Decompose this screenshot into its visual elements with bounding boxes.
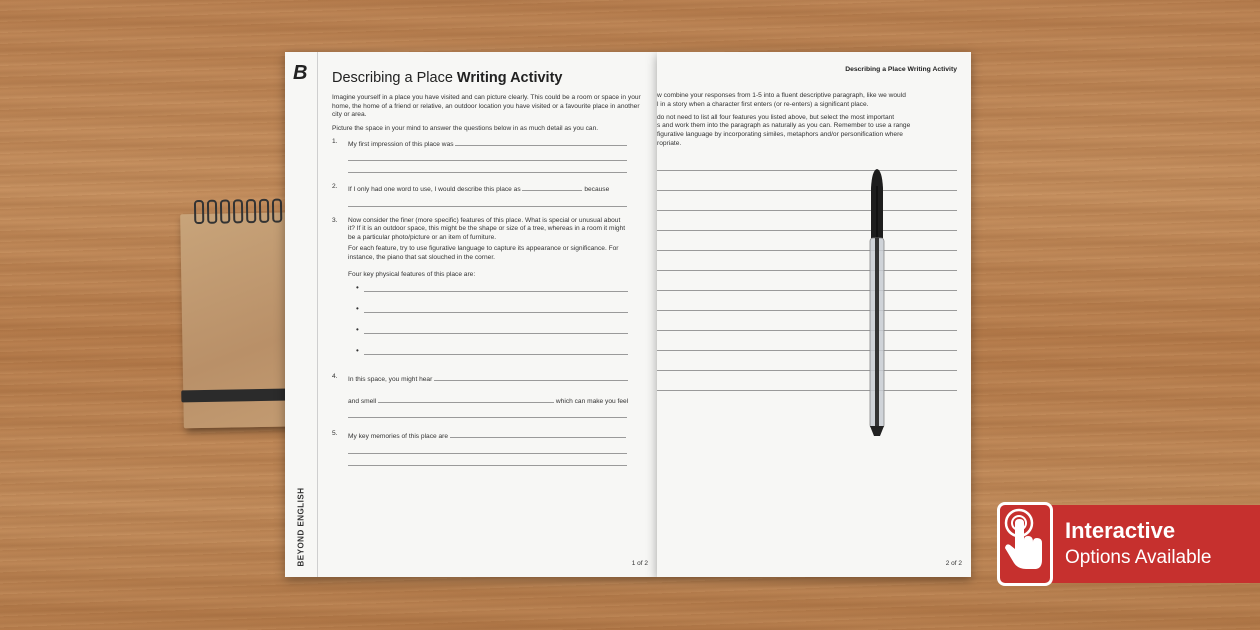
answer-line[interactable] (657, 290, 957, 291)
badge-title: Interactive (1065, 518, 1176, 543)
page-title: Describing a Place Writing Activity (332, 70, 563, 86)
answer-line[interactable] (364, 291, 628, 292)
answer-line[interactable] (657, 270, 957, 271)
spiral-ring (207, 200, 217, 224)
answer-line[interactable] (348, 465, 627, 466)
feature-bullet: • (332, 300, 642, 321)
page1-content (332, 70, 642, 466)
feature-bullet: • (332, 321, 642, 342)
spiral-ring (259, 199, 269, 223)
answer-line[interactable] (522, 183, 582, 191)
answer-line[interactable] (364, 312, 628, 313)
brand-label: BEYOND ENGLISH (296, 487, 306, 567)
ballpoint-pen (866, 168, 888, 438)
beyond-logo-icon: B (293, 62, 308, 84)
spiral-ring (220, 199, 230, 223)
spiral-ring (194, 200, 204, 224)
answer-line[interactable] (657, 210, 957, 211)
side-strip (285, 52, 318, 577)
badge-background (1027, 505, 1260, 583)
page-number: 2 of 2 (945, 560, 962, 567)
page-number: 1 of 2 (631, 560, 648, 567)
question-4: 4. In this space, you might hear and smell which can make you feel (332, 373, 642, 418)
answer-line[interactable] (657, 190, 957, 191)
instruction-paragraph: Picture the space in your mind to answer the questions below in as much detail as you can. (332, 124, 599, 132)
feature-bullet: • (332, 279, 642, 300)
answer-line[interactable] (657, 350, 957, 351)
answer-line[interactable] (348, 453, 627, 454)
answer-line[interactable] (348, 172, 627, 173)
worksheet-page-2 (657, 52, 971, 577)
answer-line[interactable] (378, 395, 554, 403)
spiral-ring (272, 199, 282, 223)
spiral-ring (233, 199, 243, 223)
answer-line[interactable] (657, 310, 957, 311)
question-5: 5. My key memories of this place are (332, 430, 642, 466)
answer-line[interactable] (657, 390, 957, 391)
question-3: 3. Now consider the finer (more specific) features of this place. What is special or unusual about it? If it is an outdoor space, this might be the shape or size of a tree, whereas in a room it might be a particular photo/picture or an item of furniture. For each feature, try to use figurative language to capture its appearance or significance. For instance, the piano that sat slouched in the corner. Four key physical features of this place are: • • • • (332, 217, 642, 364)
answer-line[interactable] (657, 330, 957, 331)
worksheet-page-1 (285, 52, 657, 577)
answer-line[interactable] (348, 206, 627, 207)
question-2: 2. If I only had one word to use, I would describe this place as because (332, 183, 642, 207)
answer-line[interactable] (657, 370, 957, 371)
touch-hand-icon (997, 502, 1053, 586)
answer-line[interactable] (450, 430, 626, 438)
answer-line[interactable] (348, 160, 627, 161)
question-1: 1. My first impression of this place was (332, 138, 642, 173)
answer-line[interactable] (455, 138, 627, 146)
answer-line[interactable] (657, 250, 957, 251)
intro-paragraph: Imagine yourself in a place you have visited and can picture clearly. This could be a room or space in your home, the home of a friend or relative, an outdoor location you have visited or a favourite place in another city or area. (332, 94, 641, 119)
answer-line[interactable] (657, 230, 957, 231)
instruction-paragraph: w combine your responses from 1-5 into a fluent descriptive paragraph, like we would l in a story when a character first enters (or re-enters) a significant place. do not need to list all four features you listed above, but select the most important s and work them into the paragraph as naturally as you can. Remember to use a range figurative language by incorporating similes, metaphors and/or personification where ropriate. (657, 92, 911, 147)
feature-bullet: • (332, 342, 642, 363)
interactive-options-badge[interactable] (997, 502, 1260, 586)
answer-line[interactable] (434, 373, 628, 381)
spiral-ring (246, 199, 256, 223)
page-header-title: Describing a Place Writing Activity (845, 66, 957, 73)
answer-line[interactable] (364, 354, 628, 355)
answer-line[interactable] (348, 417, 627, 418)
writing-lines (657, 170, 957, 410)
answer-line[interactable] (657, 170, 957, 171)
answer-line[interactable] (364, 333, 628, 334)
badge-subtitle: Options Available (1065, 547, 1212, 568)
